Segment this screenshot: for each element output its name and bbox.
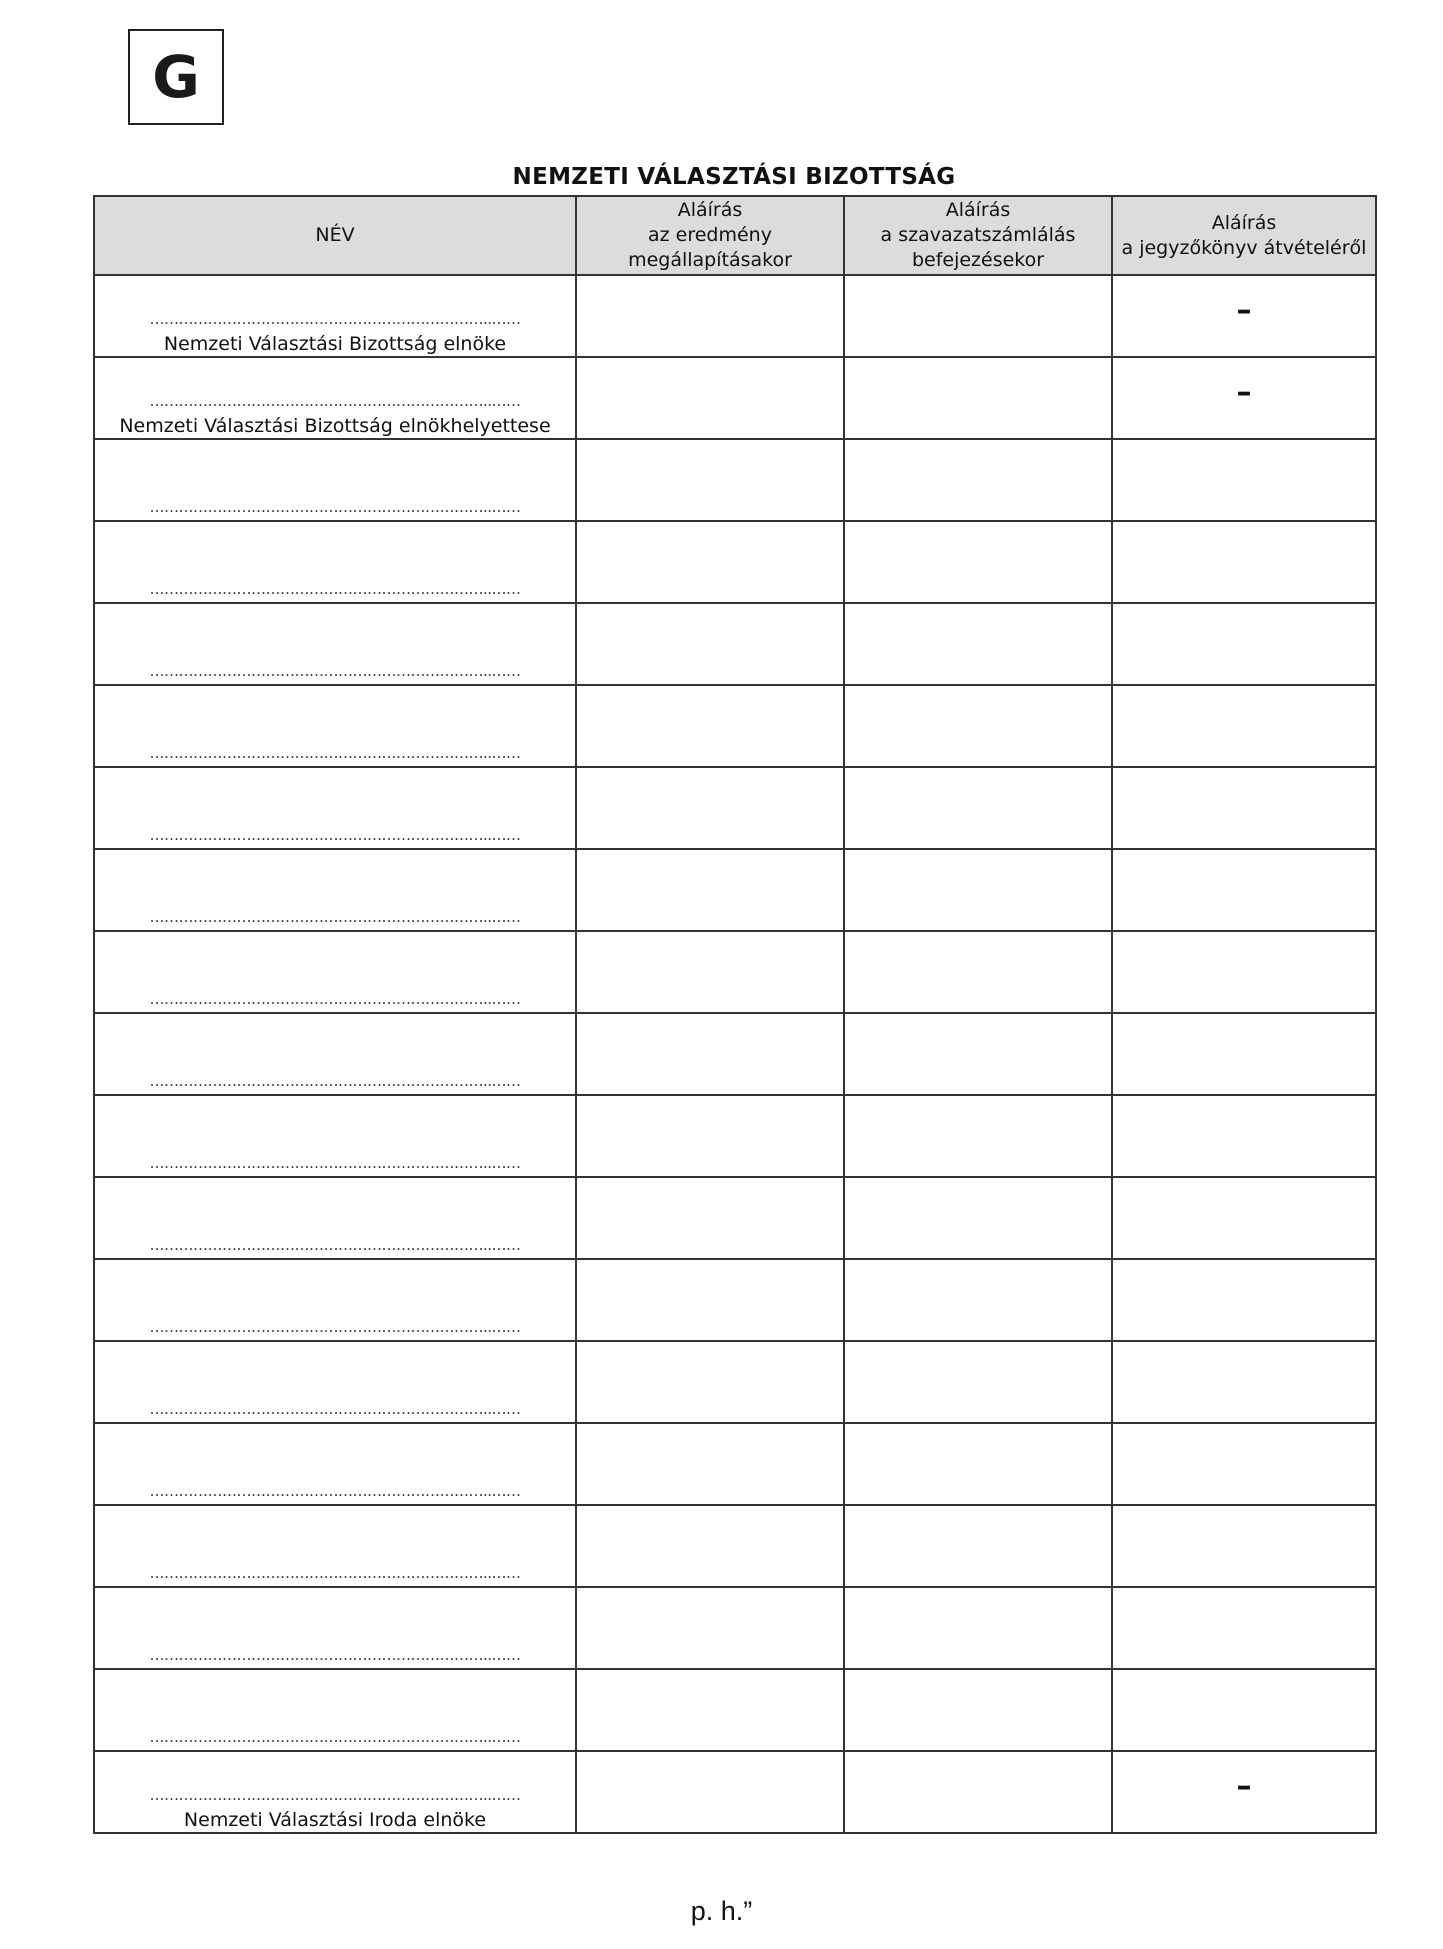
signature-receipt-cell[interactable]: [1112, 1341, 1376, 1423]
signature-result-cell[interactable]: [576, 1751, 844, 1833]
name-cell[interactable]: [94, 1587, 576, 1669]
signature-receipt-cell[interactable]: [1112, 357, 1376, 439]
signature-count-cell[interactable]: [844, 1669, 1112, 1751]
name-cell[interactable]: [94, 1095, 576, 1177]
table-row: [94, 1095, 1376, 1177]
signature-receipt-cell[interactable]: [1112, 931, 1376, 1013]
signature-count-cell[interactable]: [844, 1095, 1112, 1177]
signature-table: [93, 195, 1377, 1834]
signature-receipt-cell[interactable]: [1112, 849, 1376, 931]
signature-result-cell[interactable]: [576, 439, 844, 521]
signature-count-cell[interactable]: [844, 1013, 1112, 1095]
table-row: [94, 1013, 1376, 1095]
footer-seal-mark: p. h.”: [690, 1896, 753, 1926]
table-row: [94, 849, 1376, 931]
not-applicable-dash: –: [1236, 293, 1252, 328]
role-label: Nemzeti Választási Iroda elnöke: [183, 1809, 487, 1831]
name-cell[interactable]: [94, 1505, 576, 1587]
signature-receipt-cell[interactable]: [1112, 1751, 1376, 1833]
table-row: [94, 1423, 1376, 1505]
role-label: Nemzeti Választási Bizottság elnökhelyettese: [119, 415, 551, 437]
name-dotted-line: ……………………………………………………………..……: [149, 826, 521, 844]
signature-result-cell[interactable]: [576, 603, 844, 685]
signature-receipt-cell[interactable]: [1112, 685, 1376, 767]
signature-count-cell[interactable]: [844, 1423, 1112, 1505]
name-dotted-line: ……………………………………………………………..……: [149, 310, 521, 328]
name-dotted-line: ……………………………………………………………..……: [149, 1728, 521, 1746]
table-row: [94, 1341, 1376, 1423]
name-dotted-line: ……………………………………………………………..……: [149, 1482, 521, 1500]
name-dotted-line: ……………………………………………………………..……: [149, 1400, 521, 1418]
name-dotted-line: ……………………………………………………………..……: [149, 1236, 521, 1254]
name-cell[interactable]: [94, 931, 576, 1013]
name-cell[interactable]: [94, 275, 576, 357]
signature-receipt-cell[interactable]: [1112, 767, 1376, 849]
name-dotted-line: ……………………………………………………………..……: [149, 498, 521, 516]
signature-result-cell[interactable]: [576, 1341, 844, 1423]
signature-result-cell[interactable]: [576, 1423, 844, 1505]
name-cell[interactable]: [94, 357, 576, 439]
signature-result-cell[interactable]: [576, 1177, 844, 1259]
signature-receipt-cell[interactable]: [1112, 275, 1376, 357]
table-row: [94, 603, 1376, 685]
signature-result-cell[interactable]: [576, 521, 844, 603]
signature-count-cell[interactable]: [844, 1751, 1112, 1833]
name-dotted-line: ……………………………………………………………..……: [149, 908, 521, 926]
name-cell[interactable]: [94, 521, 576, 603]
table-row: [94, 1177, 1376, 1259]
signature-result-cell[interactable]: [576, 1095, 844, 1177]
signature-count-cell[interactable]: [844, 521, 1112, 603]
signature-count-cell[interactable]: [844, 1177, 1112, 1259]
table-row: [94, 1751, 1376, 1833]
name-dotted-line: ……………………………………………………………..……: [149, 1318, 521, 1336]
name-cell[interactable]: [94, 1341, 576, 1423]
table-row: [94, 1259, 1376, 1341]
header-signature-count: Aláírás a szavazatszámlálás befejezésekor: [844, 196, 1112, 275]
signature-result-cell[interactable]: [576, 1259, 844, 1341]
header-row: [94, 196, 1376, 275]
name-dotted-line: ……………………………………………………………..……: [149, 392, 521, 410]
table-row: [94, 357, 1376, 439]
not-applicable-dash: –: [1236, 1769, 1252, 1804]
header-name: NÉV: [94, 196, 576, 275]
table-row: [94, 1587, 1376, 1669]
name-cell[interactable]: [94, 685, 576, 767]
signature-count-cell[interactable]: [844, 685, 1112, 767]
name-cell[interactable]: [94, 849, 576, 931]
name-dotted-line: ……………………………………………………………..……: [149, 1564, 521, 1582]
name-dotted-line: ……………………………………………………………..……: [149, 1646, 521, 1664]
signature-count-cell[interactable]: [844, 603, 1112, 685]
signature-receipt-cell[interactable]: [1112, 1505, 1376, 1587]
name-cell[interactable]: [94, 767, 576, 849]
signature-result-cell[interactable]: [576, 1587, 844, 1669]
signature-count-cell[interactable]: [844, 1505, 1112, 1587]
table-row: [94, 1505, 1376, 1587]
name-cell[interactable]: [94, 1423, 576, 1505]
table-row: [94, 275, 1376, 357]
signature-receipt-cell[interactable]: [1112, 439, 1376, 521]
signature-result-cell[interactable]: [576, 1669, 844, 1751]
signature-result-cell[interactable]: [576, 1505, 844, 1587]
signature-count-cell[interactable]: [844, 767, 1112, 849]
signature-receipt-cell[interactable]: [1112, 1423, 1376, 1505]
signature-receipt-cell[interactable]: [1112, 1669, 1376, 1751]
signature-result-cell[interactable]: [576, 685, 844, 767]
name-cell[interactable]: [94, 1669, 576, 1751]
signature-receipt-cell[interactable]: [1112, 1259, 1376, 1341]
signature-count-cell[interactable]: [844, 275, 1112, 357]
signature-count-cell[interactable]: [844, 1259, 1112, 1341]
name-dotted-line: ……………………………………………………………..……: [149, 744, 521, 762]
signature-count-cell[interactable]: [844, 357, 1112, 439]
name-dotted-line: ……………………………………………………………..……: [149, 1786, 521, 1804]
role-label: Nemzeti Választási Bizottság elnöke: [163, 333, 507, 355]
name-dotted-line: ……………………………………………………………..……: [149, 662, 521, 680]
signature-receipt-cell[interactable]: [1112, 603, 1376, 685]
signature-result-cell[interactable]: [576, 357, 844, 439]
table-row: [94, 685, 1376, 767]
signature-count-cell[interactable]: [844, 931, 1112, 1013]
signature-receipt-cell[interactable]: [1112, 1013, 1376, 1095]
name-cell[interactable]: [94, 1751, 576, 1833]
signature-result-cell[interactable]: [576, 931, 844, 1013]
name-cell[interactable]: [94, 603, 576, 685]
header-signature-result: Aláírás az eredmény megállapításakor: [576, 196, 844, 275]
form-letter-badge: G: [128, 29, 224, 125]
header-signature-receipt: Aláírás a jegyzőkönyv átvételéről: [1112, 196, 1376, 275]
signature-result-cell[interactable]: [576, 767, 844, 849]
name-dotted-line: ……………………………………………………………..……: [149, 1154, 521, 1172]
signature-count-cell[interactable]: [844, 1341, 1112, 1423]
signature-receipt-cell[interactable]: [1112, 1095, 1376, 1177]
name-cell[interactable]: [94, 1013, 576, 1095]
signature-receipt-cell[interactable]: [1112, 1177, 1376, 1259]
table-row: [94, 767, 1376, 849]
page-title: NEMZETI VÁLASZTÁSI BIZOTTSÁG: [512, 164, 956, 190]
signature-result-cell[interactable]: [576, 1013, 844, 1095]
name-dotted-line: ……………………………………………………………..……: [149, 990, 521, 1008]
name-dotted-line: ……………………………………………………………..……: [149, 580, 521, 598]
table-row: [94, 1669, 1376, 1751]
signature-count-cell[interactable]: [844, 849, 1112, 931]
name-cell[interactable]: [94, 1177, 576, 1259]
name-cell[interactable]: [94, 439, 576, 521]
table-row: [94, 931, 1376, 1013]
table-row: [94, 439, 1376, 521]
signature-count-cell[interactable]: [844, 1587, 1112, 1669]
signature-result-cell[interactable]: [576, 849, 844, 931]
signature-result-cell[interactable]: [576, 275, 844, 357]
signature-receipt-cell[interactable]: [1112, 521, 1376, 603]
signature-receipt-cell[interactable]: [1112, 1587, 1376, 1669]
name-cell[interactable]: [94, 1259, 576, 1341]
table-row: [94, 521, 1376, 603]
name-dotted-line: ……………………………………………………………..……: [149, 1072, 521, 1090]
not-applicable-dash: –: [1236, 375, 1252, 410]
signature-count-cell[interactable]: [844, 439, 1112, 521]
